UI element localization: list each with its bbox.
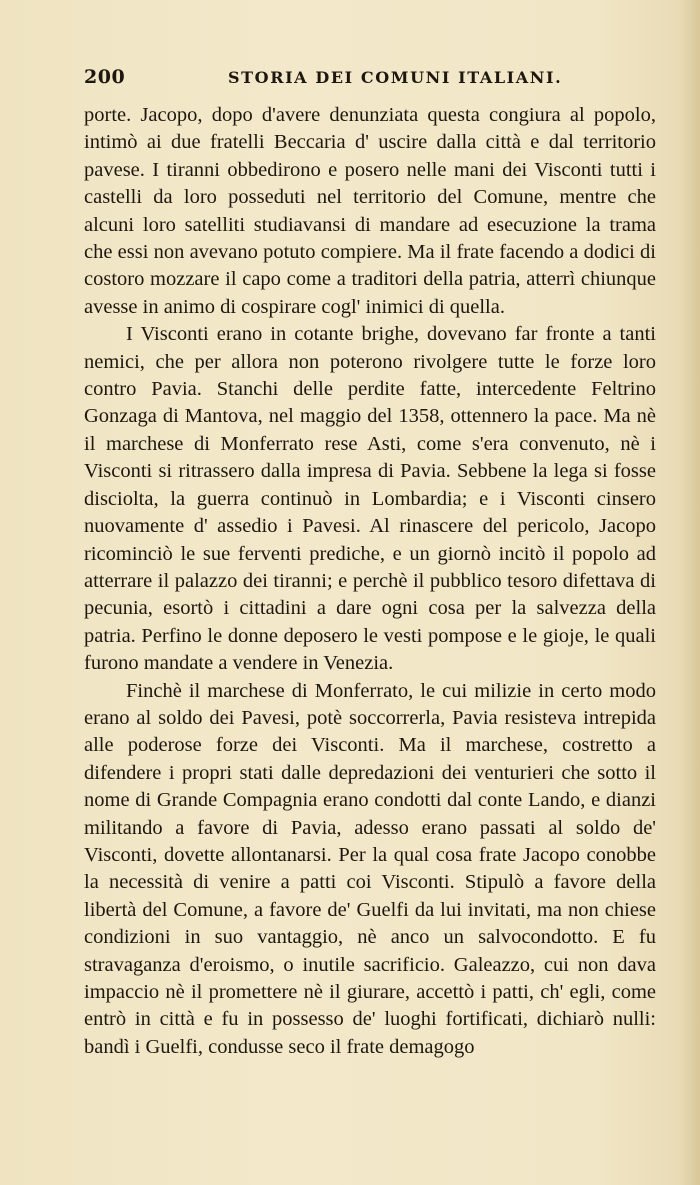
page-header bbox=[84, 66, 624, 94]
paragraph-2: I Visconti erano in cotante brighe, dovevano far fronte a tanti nemici, che per allora non poterono rivolgere tutte le forze loro contro Pavia. Stanchi delle perdite fatte, intercedente Feltrino Gonzaga di Mantova, nel maggio del 1358, ottennero la pace. Ma nè il marchese di Monferrato rese Asti, come s'era convenuto, nè i Visconti si ritrassero dalla impresa di Pavia. Sebbene la lega si fosse disciolta, la guerra continuò in Lombardia; e i Visconti cinsero nuovamente d' assedio i Pavesi. Al rinascere del pericolo, Jacopo ricominciò le sue ferventi prediche, e un giornò incitò il popolo ad atterrare il palazzo dei tiranni; e perchè il pubblico tesoro difettava di pecunia, esortò i cittadini a dare ogni cosa per la salvezza della patria. Perfino le donne deposero le vesti pompose e le gioje, le quali furono mandate a vendere in Venezia. bbox=[84, 323, 656, 675]
paragraph-1: porte. Jacopo, dopo d'avere denunziata questa congiura al popolo, intimò ai due fratelli Beccaria d' uscire dalla città e dal territorio pavese. I tiranni obbedirono e posero nelle mani dei Visconti tutti i castelli da loro posseduti nel territorio del Comune, mentre che alcuni loro satelliti studiavansi di mandare ad esecuzione la trama che essi non avevano potuto compiere. Ma il frate facendo a dodici di costoro mozzare il capo come a traditori della patria, atterrì chiunque avesse in animo di cospirare cogl' inimici di quella. bbox=[84, 104, 656, 318]
paragraph-3: Finchè il marchese di Monferrato, le cui milizie in certo modo erano al soldo dei Pavesi, potè soccorrerla, Pavia resisteva intrepida alle poderose forze dei Visconti. Ma il marchese, costretto a difendere i propri stati dalle depredazioni dei venturieri che sotto il nome di Grande Compagnia erano condotti dal conte Lando, e dianzi militando a favore di Pavia, adesso erano passati al soldo de' Visconti, dovette allontanarsi. Per la qual cosa frate Jacopo conobbe la necessità di venire a patti coi Visconti. Stipulò a favore della libertà del Comune, a favore de' Guelfi da lui invitati, ma non chiese condizioni in suo vantaggio, nè anco un salvocondotto. E fu stravaganza d'eroismo, o inutile sacrificio. Galeazzo, cui non dava impaccio nè il promettere nè il giurare, accettò i patti, ch' egli, come entrò in città e fu in possesso de' luoghi fortificati, dichiarò nulli: bandì i Guelfi, condusse seco il frate demagogo bbox=[84, 679, 656, 1058]
page-number: 200 bbox=[84, 66, 126, 88]
running-title: STORIA DEI COMUNI ITALIANI. bbox=[228, 68, 563, 87]
body-text bbox=[84, 102, 656, 1061]
